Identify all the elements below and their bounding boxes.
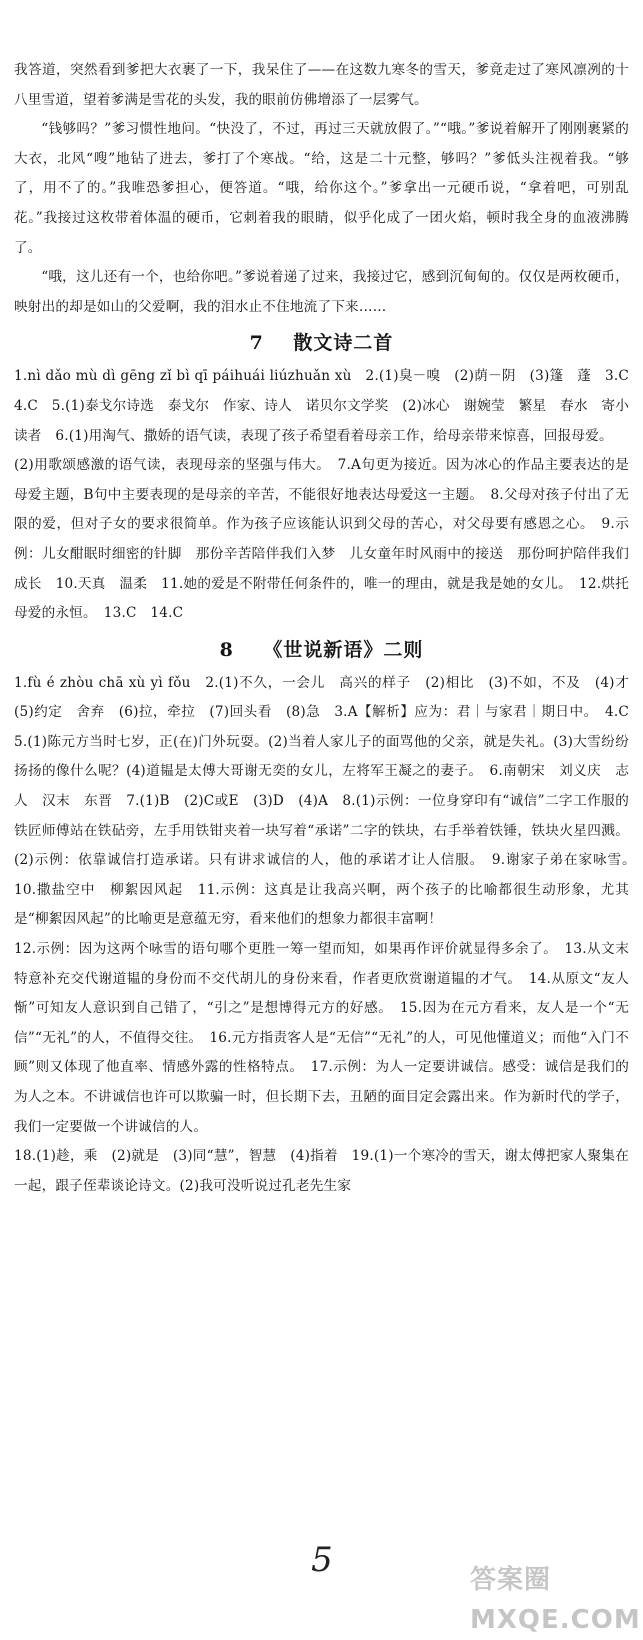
answer-paragraph: 18.(1)趁，乘 (2)就是 (3)同“慧”，智慧 (4)指着 19.(1)一个寒冷的雪天，谢太傅把家人聚集在一起，跟子侄辈谈论诗文。(2)我可没听说过孔老先生家 — [14, 1148, 629, 1194]
story-section — [14, 56, 629, 322]
story-paragraph: “哦，这儿还有一个，也给你吧。”爹说着递了过来，我接过它，感到沉甸甸的。仅仅是两枚硬币，映射出的却是如山的父爱啊，我的泪水止不住地流了下来…… — [14, 269, 629, 315]
answer-paragraph: 1.nì dǎo mù dì gēng zǐ bì qī páihuái liúzhuǎn xù 2.(1)臭－嗅 (2)荫－阴 (3)篷 蓬 3.C 4.C 5.(1)泰戈尔诗选 泰戈尔 作家、诗人 诺贝尔文学奖 (2)冰心 谢婉莹 繁星 春水 寄小读者 6.(1)用淘气、撒娇的语气读，表现了孩子希望看着母亲工作，给母亲带来惊喜，回报母爱。 — [14, 368, 643, 444]
answer-paragraph: (2)用歌颂感激的语气读，表现母亲的坚强与伟大。 7.A句更为接近。因为冰心的作品主要表达的是母爱主题，B句中主要表现的是母亲的辛苦，不能很好地表达母爱这一主题。 8.父母对孩子付出了无限的爱，但对子女的要求很简单。作为孩子应该能认识到父母的苦心，对父母要有感恩之心。 9.示例：儿女酣眠时细密的针脚 那份辛苦陪伴我们入梦 儿女童年时风雨中的接送 那份呵护陪伴我们成长 10.天真 温柔 11.她的爱是不附带任何条件的，唯一的理由，就是我是她的女儿。 12.烘托母爱的永恒。 13.C 14.C — [14, 457, 629, 622]
answer-paragraph: 1.fù é zhòu chā xù yì fǒu 2.(1)不久，一会儿 高兴的样子 (2)相比 (3)不如，不及 (4)才 (5)约定 舍弃 (6)拉，牵拉 (7)回头看 (8)急 3.A【解析】应为：君｜与家君｜期日中。 4.C 5.(1)陈元方当时七岁，正(在)门外玩耍。(2)当着人家儿子的面骂他的父亲，就是失礼。(3)大雪纷纷扬扬的像什么呢？(4)道韫是太傅大哥谢无奕的女儿，左将军王凝之的妻子。 6.南朝宋 刘义庆 志人 汉末 东晋 7.(1)B (2)C或E (3)D (4)A 8.(1)示例：一位身穿印有“诚信”二字工作服的铁匠师傅站在铁砧旁，左手用铁钳夹着一块写着“承诺”二字的铁块，右手举着铁锤，铁块火星四溅。(2)示例：依靠诚信打造承诺。只有讲求诚信的人，他的承诺才让人信服。 9.谢家子弟在家咏雪。 10.撒盐空中 柳絮因风起 11.示例：这真是让我高兴啊，两个孩子的比喻都很生动形象，尤其是“柳絮因风起”的比喻更是意蕴无穷，看来他们的想象力都很丰富啊！ — [14, 674, 643, 928]
answer-paragraph: 12.示例：因为这两个咏雪的语句哪个更胜一筹一望而知，如果再作评价就显得多余了。 13.从文末特意补充交代谢道韫的身份而不交代胡儿的身份来看，作者更欣赏谢道韫的才气。 14.从原文“友人惭”可知友人意识到自己错了，“引之”是想博得元方的好感。 15.因为在元方看来，友人是一个“无信”“无礼”的人，不值得交往。 16.元方指责客人是“无信”“无礼”的人，可见他懂道义；而他“入门不顾”则又体现了他直率、情感外露的性格特点。 17.示例：为人一定要讲诚信。感受：诚信是我们的为人之本。不讲诚信也许可以欺骗一时，但长期下去，丑陋的面目定会露出来。作为新时代的学子，我们一定要做一个讲诚信的人。 — [14, 941, 629, 1135]
page-number: 5 — [311, 1540, 333, 1580]
section-heading-8 — [14, 635, 629, 665]
section-heading-7 — [14, 328, 629, 358]
answers-section-8 — [14, 669, 643, 1202]
answers-section-7 — [14, 362, 643, 628]
watermark-logo: 答案圈 MXQE.COM — [470, 1565, 641, 1635]
story-paragraph: 我答道，突然看到爹把大衣裹了一下，我呆住了——在这数九寒冬的雪天，爹竟走过了寒风凛冽的十八里雪道，望着爹满是雪花的头发，我的眼前仿佛增添了一层雾气。 — [14, 62, 629, 108]
section-title: 《世说新语》二则 — [263, 638, 424, 661]
story-paragraph: “钱够吗？”爹习惯性地问。“快没了，不过，再过三天就放假了。”“哦。”爹说着解开了刚刚裹紧的大衣，北风“嗖”地钻了进去，爹打了个寒战。“给，这是二十元整，够吗？”爹低头注视着我。“够了，用不了的。”我唯恐爹担心，便答道。“哦，给你这个。”爹拿出一元硬币说，“拿着吧，可别乱花。”我接过这枚带着体温的硬币，它刺着我的眼睛，似乎化成了一团火焰，顿时我全身的血液沸腾了。 — [14, 121, 629, 256]
section-number: 7 — [249, 332, 264, 355]
section-number: 8 — [219, 638, 234, 661]
section-title: 散文诗二首 — [293, 332, 394, 355]
